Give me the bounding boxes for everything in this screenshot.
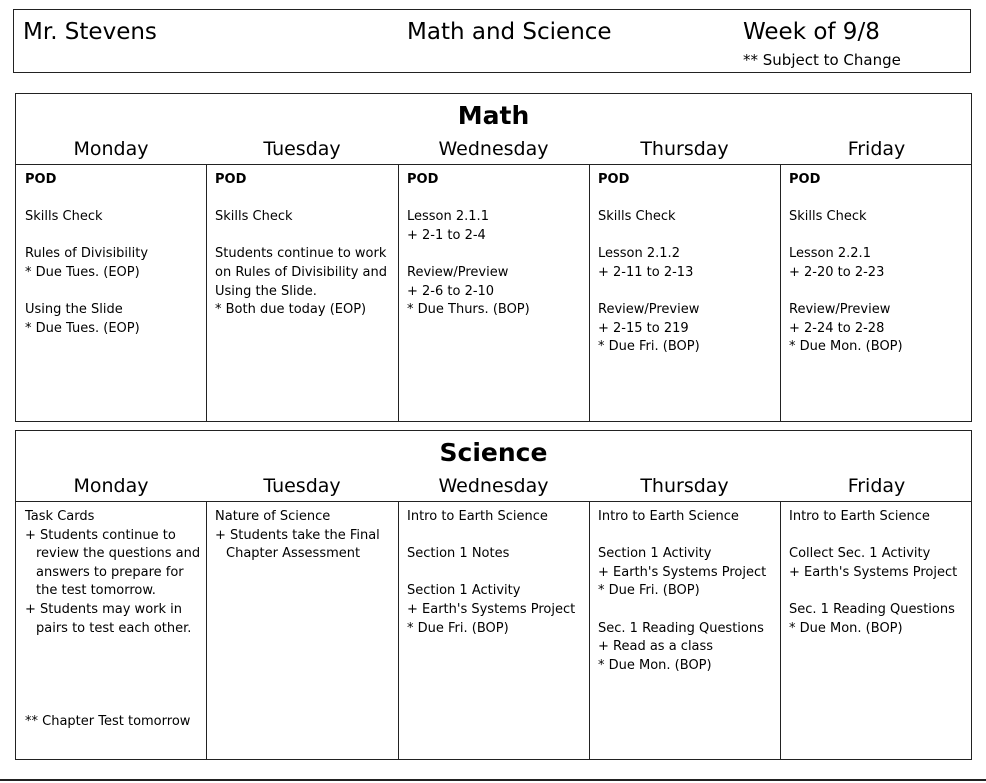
cell-line: * Due Mon. (BOP)	[789, 339, 903, 355]
cell-line	[215, 190, 398, 209]
cell-line: POD	[407, 172, 439, 187]
schedule-header	[13, 9, 971, 73]
cell-line	[789, 227, 973, 246]
science-day-cell	[16, 501, 206, 731]
cell-line	[789, 190, 973, 209]
cell-line	[407, 245, 589, 264]
cell-line: POD	[215, 172, 247, 187]
math-day-header: Monday	[73, 138, 149, 160]
cell-line	[407, 527, 589, 546]
cell-line: Nature of Science	[215, 509, 331, 524]
cell-line	[598, 283, 780, 302]
math-section	[15, 93, 972, 422]
cell-line: + 2-20 to 2-23	[789, 264, 885, 280]
cell-line	[25, 638, 206, 657]
cell-line: ** Chapter Test tomorrow	[25, 713, 191, 729]
cell-line	[25, 657, 206, 676]
cell-line: * Due Fri. (BOP)	[598, 583, 700, 599]
cell-line: Skills Check	[215, 209, 293, 225]
cell-line: + 2-6 to 2-10	[407, 283, 495, 299]
math-day-header: Thursday	[640, 138, 729, 160]
cell-line: Using the Slide.	[215, 283, 317, 299]
cell-line: Lesson 2.2.1	[789, 246, 871, 262]
science-day-header: Tuesday	[263, 475, 341, 497]
cell-line: + 2-11 to 2-13	[598, 264, 694, 280]
cell-line: * Due Tues. (EOP)	[25, 320, 140, 336]
math-day-cell	[16, 164, 206, 338]
cell-line	[25, 190, 206, 209]
cell-line: on Rules of Divisibility and	[215, 264, 387, 280]
science-day-cell	[206, 501, 398, 564]
cell-line: Lesson 2.1.1	[407, 209, 489, 225]
cell-line: * Due Mon. (BOP)	[598, 657, 712, 673]
cell-line: + 2-15 to 219	[598, 320, 689, 336]
math-day-cell	[398, 164, 589, 320]
cell-line: + Earth's Systems Project	[407, 601, 576, 617]
subject-title: Math and Science	[407, 19, 612, 45]
math-day-header: Wednesday	[438, 138, 549, 160]
cell-line: Lesson 2.1.2	[598, 246, 680, 262]
cell-line: review the questions and	[36, 546, 201, 562]
cell-line: Intro to Earth Science	[789, 509, 930, 524]
cell-line: + Students may work in	[25, 601, 183, 617]
cell-line: POD	[25, 172, 57, 187]
cell-line	[598, 227, 780, 246]
cell-line: pairs to test each other.	[36, 620, 192, 636]
cell-line: Using the Slide	[25, 302, 123, 318]
cell-line: * Due Mon. (BOP)	[789, 620, 903, 636]
science-day-header: Wednesday	[438, 475, 549, 497]
cell-line: Skills Check	[25, 209, 103, 225]
cell-line: POD	[598, 172, 630, 187]
cell-line: Section 1 Notes	[407, 546, 510, 562]
cell-line: + Read as a class	[598, 639, 714, 655]
cell-line	[25, 694, 206, 713]
math-day-cell	[206, 164, 398, 320]
subject-to-change-note: ** Subject to Change	[743, 51, 901, 69]
cell-line	[215, 227, 398, 246]
science-day-header: Monday	[73, 475, 149, 497]
cell-line: * Due Tues. (EOP)	[25, 264, 140, 280]
cell-line: * Due Fri. (BOP)	[598, 339, 700, 355]
cell-line: Section 1 Activity	[598, 546, 712, 562]
cell-line: Skills Check	[789, 209, 867, 225]
cell-line: + 2-1 to 2-4	[407, 227, 486, 243]
cell-line: Review/Preview	[598, 302, 700, 318]
cell-line	[789, 283, 973, 302]
cell-line: Intro to Earth Science	[598, 509, 739, 524]
cell-line: * Both due today (EOP)	[215, 302, 367, 318]
cell-line: Section 1 Activity	[407, 583, 521, 599]
cell-line	[598, 527, 780, 546]
science-title: Science	[439, 438, 548, 467]
week-label: Week of 9/8	[743, 19, 880, 45]
cell-line: * Due Thurs. (BOP)	[407, 302, 530, 318]
cell-line	[598, 601, 780, 620]
cell-line	[407, 190, 589, 209]
cell-line: + Earth's Systems Project	[789, 564, 958, 580]
cell-line: Review/Preview	[407, 264, 509, 280]
cell-line	[789, 527, 973, 546]
cell-line: the test tomorrow.	[36, 583, 156, 599]
cell-line: + Earth's Systems Project	[598, 564, 767, 580]
math-day-header: Friday	[847, 138, 906, 160]
cell-line: Collect Sec. 1 Activity	[789, 546, 931, 562]
science-day-cell	[780, 501, 973, 638]
cell-line	[407, 564, 589, 583]
science-section	[15, 430, 972, 760]
cell-line: Sec. 1 Reading Questions	[598, 620, 764, 636]
bottom-rule	[0, 779, 986, 781]
cell-line	[598, 190, 780, 209]
math-day-cell	[589, 164, 780, 357]
cell-line: Rules of Divisibility	[25, 246, 149, 262]
cell-line: + Students take the Final	[215, 527, 380, 543]
cell-line	[25, 227, 206, 246]
cell-line: answers to prepare for	[36, 564, 184, 580]
cell-line: Sec. 1 Reading Questions	[789, 601, 955, 617]
cell-line: + Students continue to	[25, 527, 176, 543]
cell-line: Task Cards	[25, 509, 95, 524]
cell-line: * Due Fri. (BOP)	[407, 620, 509, 636]
cell-line	[25, 283, 206, 302]
cell-line	[25, 675, 206, 694]
cell-line: + 2-24 to 2-28	[789, 320, 885, 336]
cell-line: Chapter Assessment	[226, 546, 361, 562]
math-day-header: Tuesday	[263, 138, 341, 160]
math-title: Math	[457, 101, 530, 130]
science-day-header: Friday	[847, 475, 906, 497]
cell-line	[789, 582, 973, 601]
cell-line: Review/Preview	[789, 302, 891, 318]
cell-line: Students continue to work	[215, 246, 387, 262]
cell-line: POD	[789, 172, 821, 187]
cell-line: Intro to Earth Science	[407, 509, 548, 524]
math-day-cell	[780, 164, 973, 357]
cell-line: Skills Check	[598, 209, 676, 225]
teacher-name: Mr. Stevens	[23, 19, 157, 45]
science-day-cell	[398, 501, 589, 638]
science-day-header: Thursday	[640, 475, 729, 497]
science-day-cell	[589, 501, 780, 675]
